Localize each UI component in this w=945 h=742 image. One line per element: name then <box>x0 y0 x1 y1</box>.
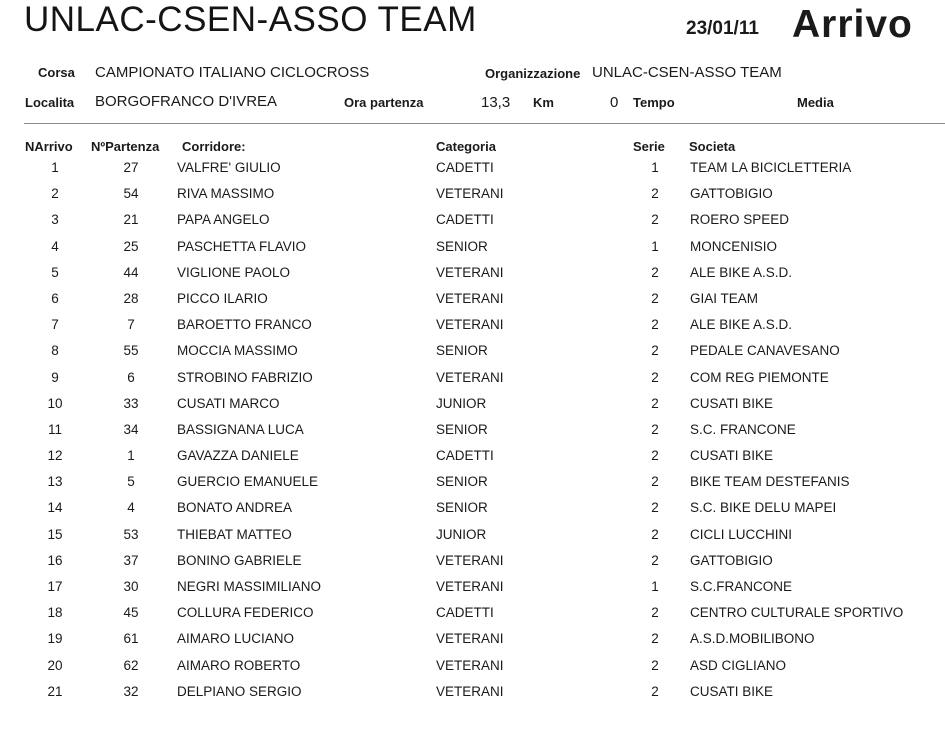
table-row <box>0 471 945 497</box>
cell-arrivo: 16 <box>47 552 63 568</box>
cell-arrivo: 8 <box>51 343 59 359</box>
cell-partenza: 27 <box>123 160 139 175</box>
cell-societa: CUSATI BIKE <box>690 683 774 699</box>
cell-arrivo: 5 <box>51 264 59 280</box>
cell-corridore: PAPA ANGELO <box>177 212 270 228</box>
table-row <box>0 497 945 523</box>
cell-serie: 2 <box>651 683 659 699</box>
cell-corridore: GUERCIO EMANUELE <box>177 474 319 490</box>
cell-corridore: PICCO ILARIO <box>177 290 268 306</box>
cell-societa: S.C. BIKE DELU MAPEI <box>690 500 837 516</box>
cell-serie: 2 <box>651 474 659 490</box>
tempo-label: Tempo <box>633 95 675 110</box>
cell-partenza: 44 <box>123 264 139 280</box>
cell-serie: 2 <box>651 605 659 621</box>
cell-partenza: 37 <box>123 552 139 568</box>
cell-serie: 2 <box>651 395 659 411</box>
cell-partenza: 34 <box>123 421 139 437</box>
cell-serie: 2 <box>651 657 659 673</box>
cell-serie: 2 <box>651 631 659 647</box>
cell-arrivo: 4 <box>51 238 59 254</box>
cell-corridore: VIGLIONE PAOLO <box>177 264 291 280</box>
cell-serie: 2 <box>651 343 659 359</box>
cell-corridore: BONINO GABRIELE <box>177 552 302 568</box>
cell-corridore: DELPIANO SERGIO <box>177 683 302 699</box>
cell-categoria: JUNIOR <box>436 526 487 542</box>
cell-societa: GATTOBIGIO <box>690 552 773 568</box>
cell-categoria: CADETTI <box>436 605 494 621</box>
cell-corridore: NEGRI MASSIMILIANO <box>177 579 322 594</box>
cell-arrivo: 19 <box>47 631 63 647</box>
race-date: 23/01/11 <box>686 18 759 39</box>
cell-partenza: 54 <box>123 186 139 202</box>
table-body <box>0 157 945 707</box>
cell-serie: 2 <box>651 421 659 437</box>
table-row <box>0 183 945 209</box>
table-row <box>0 288 945 314</box>
team-title: UNLAC-CSEN-ASSO TEAM <box>24 0 477 39</box>
cell-arrivo: 6 <box>51 290 59 306</box>
cell-categoria: VETERANI <box>436 552 504 568</box>
cell-serie: 2 <box>651 317 659 333</box>
cell-categoria: CADETTI <box>436 212 494 228</box>
cell-societa: CICLI LUCCHINI <box>690 526 793 542</box>
table-row <box>0 576 945 602</box>
cell-societa: GATTOBIGIO <box>690 186 773 202</box>
cell-partenza: 25 <box>123 238 139 254</box>
ora-partenza-value: 13,3 <box>481 94 511 111</box>
cell-corridore: COLLURA FEDERICO <box>177 605 314 621</box>
ora-partenza-label: Ora partenza <box>344 95 424 110</box>
cell-arrivo: 17 <box>47 579 63 594</box>
cell-corridore: CUSATI MARCO <box>177 395 280 411</box>
cell-serie: 2 <box>651 500 659 516</box>
organizzazione-value: UNLAC-CSEN-ASSO TEAM <box>592 64 782 81</box>
table-row <box>0 314 945 340</box>
col-header-societa: Societa <box>689 139 736 154</box>
cell-categoria: CADETTI <box>436 448 494 464</box>
cell-societa: PEDALE CANAVESANO <box>690 343 840 359</box>
cell-serie: 2 <box>651 552 659 568</box>
table-row <box>0 209 945 235</box>
cell-serie: 2 <box>651 448 659 464</box>
cell-serie: 2 <box>651 290 659 306</box>
cell-serie: 2 <box>651 264 659 280</box>
table-row <box>0 419 945 445</box>
cell-categoria: VETERANI <box>436 317 504 333</box>
cell-arrivo: 11 <box>47 421 62 437</box>
corsa-value: CAMPIONATO ITALIANO CICLOCROSS <box>95 64 370 81</box>
cell-societa: COM REG PIEMONTE <box>690 369 829 385</box>
cell-serie: 2 <box>651 186 659 202</box>
col-header-arrivo: NArrivo <box>25 139 73 154</box>
document-type-heading: Arrivo <box>792 3 913 46</box>
cell-societa: CENTRO CULTURALE SPORTIVO <box>690 605 904 621</box>
cell-corridore: THIEBAT MATTEO <box>177 526 292 542</box>
cell-partenza: 61 <box>123 631 139 647</box>
cell-arrivo: 3 <box>51 212 59 228</box>
cell-societa: S.C.FRANCONE <box>690 579 793 594</box>
cell-corridore: BAROETTO FRANCO <box>177 317 312 333</box>
cell-corridore: STROBINO FABRIZIO <box>177 369 313 385</box>
cell-societa: S.C. FRANCONE <box>690 421 796 437</box>
cell-partenza: 6 <box>127 369 135 385</box>
cell-arrivo: 13 <box>47 474 63 490</box>
table-row <box>0 550 945 576</box>
cell-partenza: 4 <box>127 500 135 516</box>
table-row <box>0 340 945 366</box>
cell-corridore: RIVA MASSIMO <box>177 186 275 202</box>
localita-label: Localita <box>25 95 75 110</box>
table-row <box>0 524 945 550</box>
cell-societa: A.S.D.MOBILIBONO <box>690 631 815 647</box>
cell-serie: 2 <box>651 212 659 228</box>
cell-partenza: 55 <box>123 343 139 359</box>
cell-arrivo: 21 <box>47 683 63 699</box>
cell-serie: 1 <box>651 579 659 594</box>
cell-serie: 1 <box>651 160 659 175</box>
header-divider <box>24 123 945 124</box>
cell-societa: ROERO SPEED <box>690 212 790 228</box>
cell-partenza: 45 <box>123 605 139 621</box>
cell-societa: ALE BIKE A.S.D. <box>690 264 793 280</box>
table-row <box>0 628 945 654</box>
table-row <box>0 655 945 681</box>
cell-societa: TEAM LA BICICLETTERIA <box>690 160 852 175</box>
cell-corridore: AIMARO ROBERTO <box>177 657 301 673</box>
cell-categoria: VETERANI <box>436 579 504 594</box>
cell-arrivo: 20 <box>47 657 63 673</box>
cell-partenza: 32 <box>123 683 139 699</box>
cell-societa: CUSATI BIKE <box>690 448 774 464</box>
cell-categoria: SENIOR <box>436 474 488 490</box>
cell-categoria: SENIOR <box>436 343 488 359</box>
cell-categoria: VETERANI <box>436 264 504 280</box>
cell-societa: GIAI TEAM <box>690 290 759 306</box>
cell-arrivo: 1 <box>51 160 59 175</box>
cell-serie: 2 <box>651 369 659 385</box>
cell-serie: 2 <box>651 526 659 542</box>
col-header-corridore: Corridore: <box>182 139 246 154</box>
cell-corridore: PASCHETTA FLAVIO <box>177 238 307 254</box>
cell-societa: ALE BIKE A.S.D. <box>690 317 793 333</box>
cell-societa: ASD CIGLIANO <box>690 657 787 673</box>
table-row <box>0 602 945 628</box>
cell-categoria: SENIOR <box>436 238 488 254</box>
table-row <box>0 157 945 183</box>
cell-categoria: VETERANI <box>436 631 504 647</box>
cell-partenza: 33 <box>123 395 139 411</box>
col-header-serie: Serie <box>633 139 665 154</box>
table-row <box>0 236 945 262</box>
cell-categoria: VETERANI <box>436 657 504 673</box>
cell-categoria: VETERANI <box>436 683 504 699</box>
cell-categoria: CADETTI <box>436 160 494 175</box>
cell-partenza: 28 <box>123 290 139 306</box>
organizzazione-label: Organizzazione <box>485 66 581 81</box>
cell-categoria: SENIOR <box>436 421 488 437</box>
cell-arrivo: 15 <box>47 526 63 542</box>
localita-value: BORGOFRANCO D'IVREA <box>95 93 278 110</box>
cell-corridore: MOCCIA MASSIMO <box>177 343 298 359</box>
km-label: Km <box>533 95 554 110</box>
cell-categoria: VETERANI <box>436 290 504 306</box>
table-row <box>0 393 945 419</box>
cell-partenza: 21 <box>123 212 139 228</box>
cell-categoria: SENIOR <box>436 500 488 516</box>
cell-partenza: 53 <box>123 526 139 542</box>
media-label: Media <box>797 95 834 110</box>
cell-arrivo: 9 <box>51 369 59 385</box>
cell-corridore: AIMARO LUCIANO <box>177 631 295 647</box>
cell-partenza: 62 <box>123 657 139 673</box>
cell-categoria: VETERANI <box>436 186 504 202</box>
cell-societa: CUSATI BIKE <box>690 395 774 411</box>
cell-arrivo: 12 <box>47 448 63 464</box>
cell-corridore: GAVAZZA DANIELE <box>177 448 299 464</box>
cell-arrivo: 18 <box>47 605 63 621</box>
cell-corridore: BONATO ANDREA <box>177 500 293 516</box>
cell-partenza: 7 <box>127 317 135 333</box>
km-value: 0 <box>610 94 619 111</box>
cell-partenza: 5 <box>127 474 135 490</box>
cell-categoria: JUNIOR <box>436 395 487 411</box>
table-row <box>0 262 945 288</box>
col-header-partenza: NºPartenza <box>91 139 160 154</box>
cell-arrivo: 14 <box>47 500 63 516</box>
cell-partenza: 1 <box>127 448 135 464</box>
table-row <box>0 367 945 393</box>
cell-societa: MONCENISIO <box>690 238 778 254</box>
cell-corridore: VALFRE' GIULIO <box>177 160 281 175</box>
col-header-categoria: Categoria <box>436 139 496 154</box>
cell-partenza: 30 <box>123 579 139 594</box>
cell-arrivo: 7 <box>51 317 59 333</box>
cell-societa: BIKE TEAM DESTEFANIS <box>690 474 850 490</box>
cell-serie: 1 <box>651 238 659 254</box>
corsa-label: Corsa <box>38 65 75 80</box>
cell-categoria: VETERANI <box>436 369 504 385</box>
cell-arrivo: 10 <box>47 395 63 411</box>
cell-corridore: BASSIGNANA LUCA <box>177 421 304 437</box>
cell-arrivo: 2 <box>51 186 59 202</box>
table-row <box>0 445 945 471</box>
table-row <box>0 681 945 707</box>
